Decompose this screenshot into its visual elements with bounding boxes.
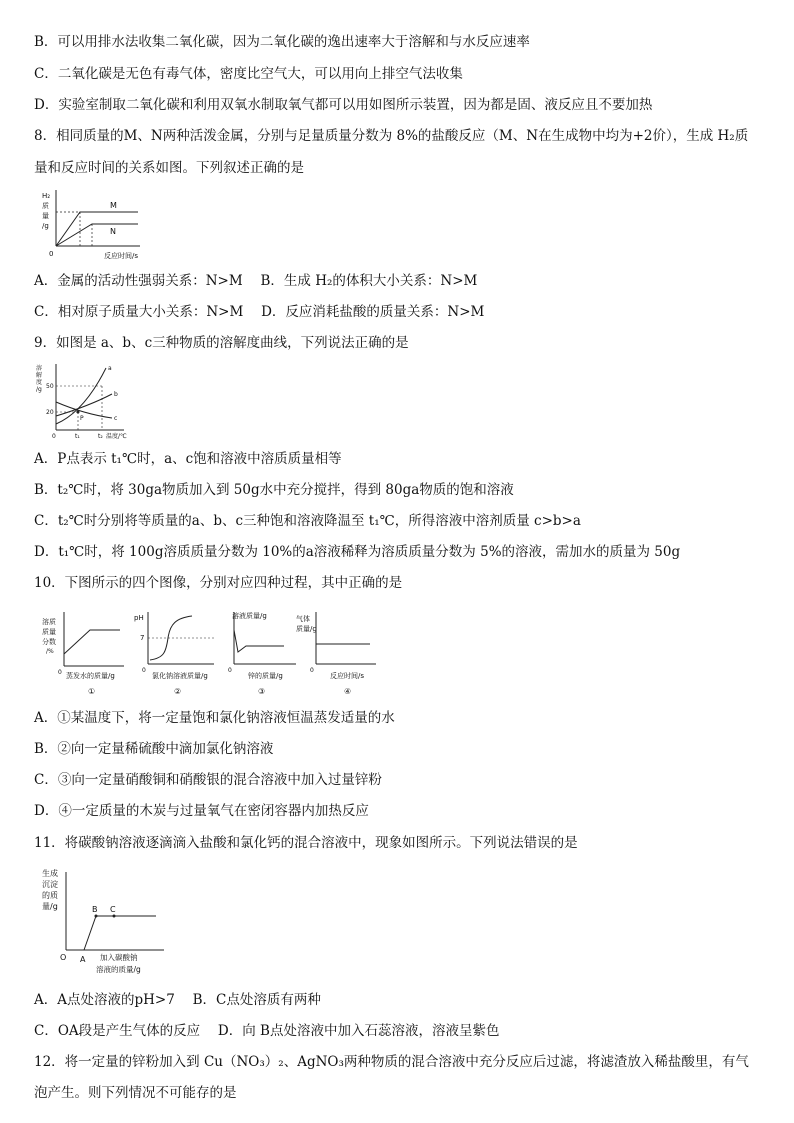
q9-option-b: B．t₂℃时，将 30ga物质加入到 50g水中充分搅拌，得到 80ga物质的饱和溶液 (34, 482, 514, 498)
q11-xlabel-1: 加入碳酸钠 (100, 953, 138, 962)
q11-point-c (113, 915, 116, 918)
q10-figure-4 (296, 606, 384, 698)
q8-stem-line1: 8．相同质量的M、N两种活泼金属，分别与足量质量分数为 8%的盐酸反应（M、N在生成物中均为+2价），生成 H₂质 (34, 128, 749, 144)
q10-f1-ylabel-2: 质量 (42, 628, 56, 636)
q10-f1-curve (64, 630, 120, 654)
q8-options-line1: A．金属的活动性强弱关系：N>M B．生成 H₂的体积大小关系：N>M (34, 273, 478, 289)
q10-f4-origin: 0 (310, 667, 314, 674)
q10-f4-ylabel-2: 质量/g (296, 625, 317, 633)
q10-f1-xlabel: 蒸发水的质量/g (66, 672, 115, 680)
q9-xtick-t1: t₁ (75, 433, 80, 440)
q10-f2-xlabel: 氯化钠溶液质量/g (152, 672, 208, 680)
q9-point-p (77, 411, 80, 414)
q9-ylabel-2: 解 (36, 372, 43, 379)
q10-f1-ylabel-1: 溶质 (42, 618, 56, 626)
q9-xtick-t2: t₂ (98, 433, 103, 440)
q11-stem: 11．将碳酸钠溶液逐滴滴入盐酸和氯化钙的混合溶液中，现象如图所示。下列说法错误的是 (34, 835, 578, 851)
q9-option-d: D．t₁℃时，将 100g溶质质量分数为 10%的a溶液稀释为溶质质量分数为 5%的溶液，需加水的质量为 50g (34, 544, 681, 560)
q9-xlabel: 温度/℃ (106, 433, 127, 440)
q10-f1-origin: 0 (58, 669, 62, 676)
q11-label-c: C (110, 905, 116, 914)
q7-option-b: B．可以用排水法收集二氧化碳，因为二氧化碳的逸出速率大于溶解和与水反应速率 (34, 34, 530, 50)
q10-f1-ylabel-4: /% (46, 648, 54, 655)
q10-f4-ylabel-1: 气体 (296, 615, 310, 623)
q11-origin: O (60, 953, 67, 962)
q11-label-b: B (92, 905, 98, 914)
q8-curve-m (56, 212, 138, 246)
q9-option-c: C．t₂℃时分别将等质量的a、b、c三种饱和溶液降温至 t₁℃，所得溶液中溶剂质量 c>b>a (34, 513, 581, 529)
q9-label-b: b (114, 391, 118, 398)
q10-f2-ylabel: pH (134, 614, 144, 622)
q11-ylabel-1: 生成 (42, 869, 58, 878)
q9-ylabel-1: 溶 (36, 365, 43, 372)
q8-label-m: M (110, 201, 117, 210)
q10-figure-3 (224, 606, 304, 698)
q9-origin: 0 (52, 433, 56, 440)
q9-label-a: a (108, 365, 112, 372)
q8-ylabel-3: 量 (42, 212, 49, 220)
q8-ylabel-4: /g (42, 222, 49, 230)
q11-figure (40, 866, 170, 978)
q10-f3-ylabel: 溶液质量/g (232, 612, 267, 620)
q7-option-d: D．实验室制取二氧化碳和利用双氧水制取氧气都可以用如图所示装置，因为都是固、液反应且不要加热 (34, 97, 653, 113)
q8-ylabel-1: H₂ (42, 192, 51, 200)
q11-curve (84, 916, 156, 950)
q9-stem: 9．如图是 a、b、c三种物质的溶解度曲线，下列说法正确的是 (34, 335, 409, 351)
q11-ylabel-3: 的质 (42, 891, 58, 900)
q10-option-d: D．④一定质量的木炭与过量氧气在密闭容器内加热反应 (34, 803, 369, 819)
q12-stem-line2: 泡产生。则下列情况不可能存的是 (34, 1085, 237, 1101)
q7-option-c: C．二氧化碳是无色有毒气体，密度比空气大，可以用向上排空气法收集 (34, 66, 463, 82)
q8-curve-n (56, 224, 138, 246)
q8-figure (34, 188, 144, 260)
q10-f3-number: ③ (258, 687, 266, 696)
q10-option-b: B．②向一定量稀硫酸中滴加氯化钠溶液 (34, 741, 274, 757)
q11-label-a: A (80, 955, 86, 964)
q10-figure-1 (40, 606, 126, 698)
q8-origin: 0 (49, 250, 54, 258)
q9-label-p: P (80, 415, 84, 422)
q10-f2-tick-7: 7 (140, 634, 145, 642)
q9-figure (34, 362, 130, 442)
q8-label-n: N (110, 227, 116, 236)
q11-options-line1: A．A点处溶液的pH>7 B．C点处溶质有两种 (34, 992, 321, 1008)
q12-stem-line1: 12．将一定量的锌粉加入到 Cu（NO₃）₂、AgNO₃两种物质的混合溶液中充分反应后过滤，将滤渣放入稀盐酸里，有气 (34, 1054, 749, 1070)
q8-options-line2: C．相对原子质量大小关系：N>M D．反应消耗盐酸的质量关系：N>M (34, 304, 485, 320)
q9-ylabel-4: /g (36, 386, 42, 393)
q10-option-a: A．①某温度下，将一定量饱和氯化钠溶液恒温蒸发适量的水 (34, 710, 395, 726)
q10-f3-curve (234, 630, 284, 652)
q10-f2-number: ② (174, 687, 182, 696)
q10-f4-xlabel: 反应时间/s (330, 672, 365, 680)
q10-f4-number: ④ (344, 687, 352, 696)
q11-point-b (95, 915, 98, 918)
q11-ylabel-2: 沉淀 (42, 880, 58, 889)
q11-ylabel-4: 量/g (42, 902, 58, 911)
q9-curve-c (56, 402, 112, 418)
q9-label-c: c (114, 415, 118, 422)
q10-figure-2 (130, 606, 220, 698)
q10-f1-ylabel-3: 分数 (42, 638, 56, 646)
q10-f2-origin: 0 (142, 667, 146, 674)
q10-stem: 10．下图所示的四个图像，分别对应四种过程，其中正确的是 (34, 575, 403, 591)
q9-option-a: A．P点表示 t₁℃时，a、c饱和溶液中溶质质量相等 (34, 451, 342, 467)
q10-f3-origin: 0 (228, 667, 232, 674)
q11-xlabel-2: 溶液的质量/g (96, 965, 141, 974)
q9-ylabel-3: 度 (36, 379, 43, 386)
q8-stem-line2: 量和反应时间的关系如图。下列叙述正确的是 (34, 160, 304, 176)
q9-ytick-20: 20 (46, 409, 54, 416)
q8-xlabel: 反应时间/s (104, 252, 139, 260)
q8-ylabel-2: 质 (42, 202, 49, 210)
q11-options-line2: C．OA段是产生气体的反应 D．向 B点处溶液中加入石蕊溶液，溶液呈紫色 (34, 1023, 500, 1039)
q10-option-c: C．③向一定量硝酸铜和硝酸银的混合溶液中加入过量锌粉 (34, 772, 382, 788)
q9-ytick-50: 50 (46, 383, 54, 390)
q10-f3-xlabel: 锌的质量/g (248, 672, 283, 680)
q10-f1-number: ① (88, 687, 96, 696)
